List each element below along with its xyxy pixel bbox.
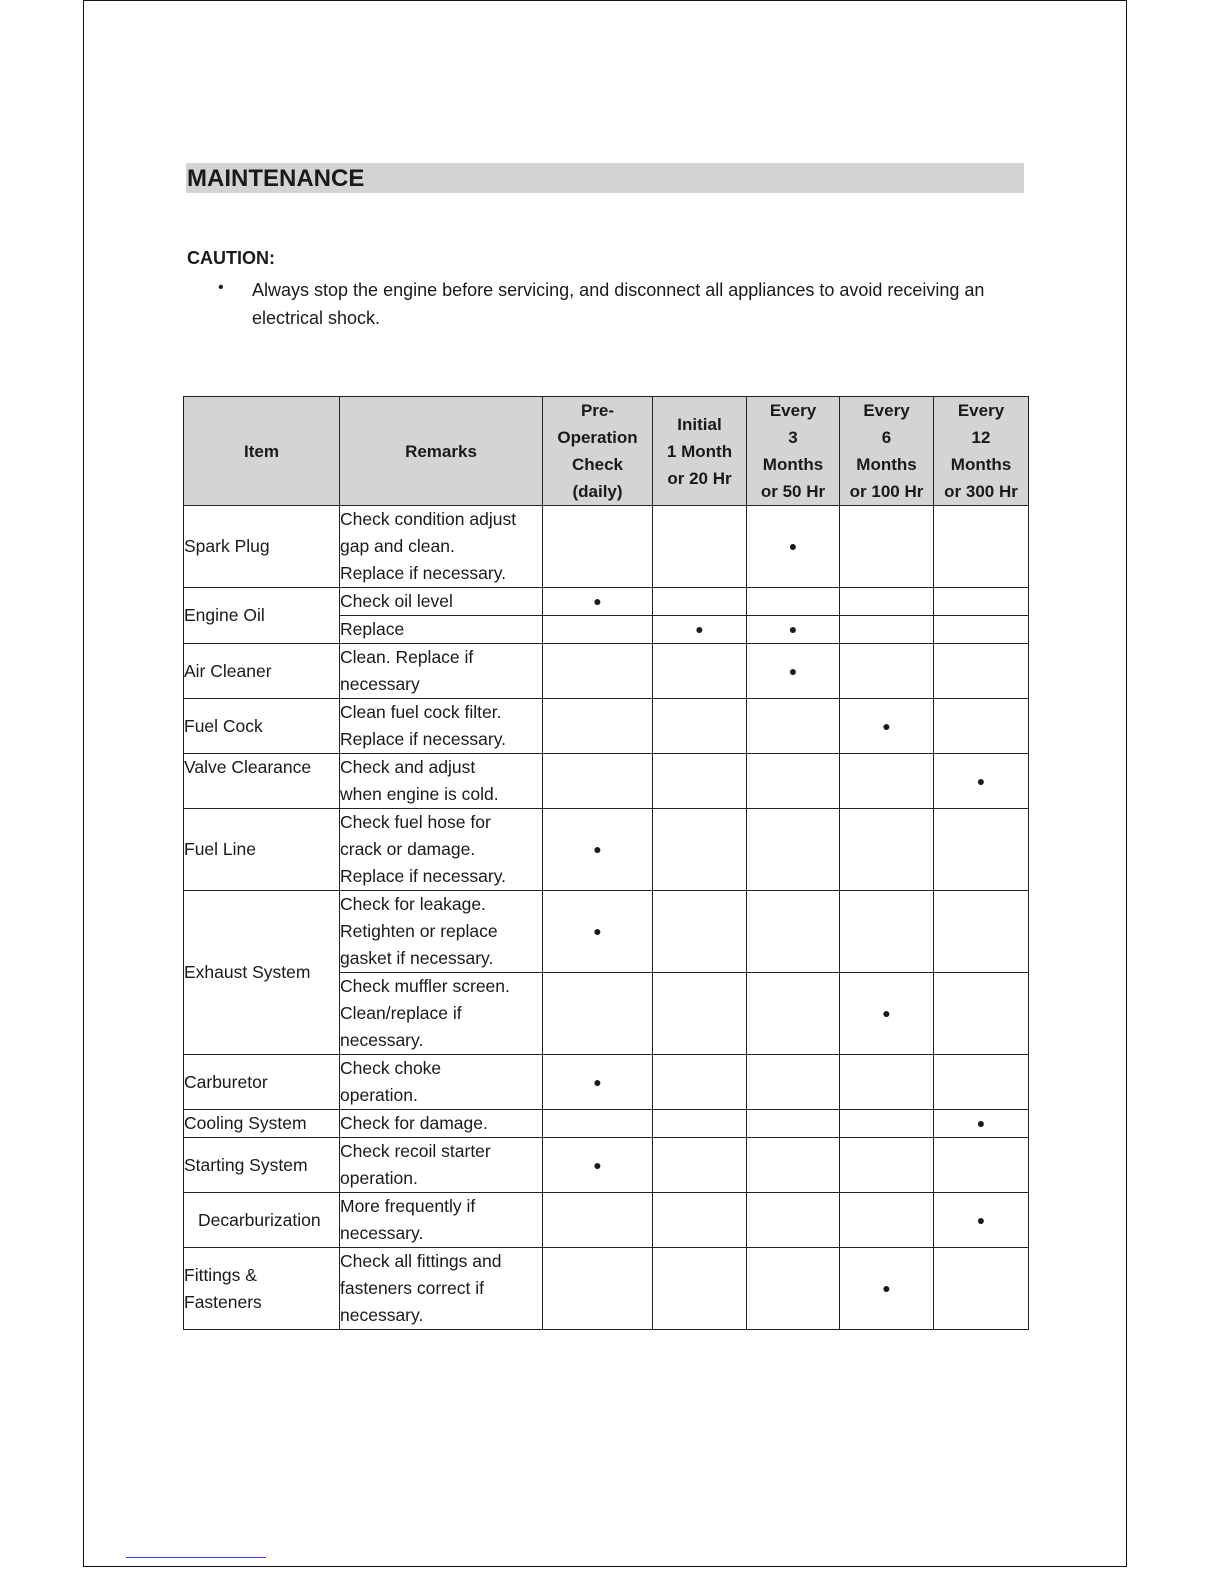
mark-cell <box>840 809 934 891</box>
remarks-cell: Check choke operation. <box>340 1055 543 1110</box>
mark-cell <box>934 506 1029 588</box>
table-row <box>184 1193 1029 1248</box>
header-item: Item <box>184 397 340 506</box>
remarks-cell: Replace <box>340 616 543 644</box>
mark-cell: ● <box>934 1193 1029 1248</box>
mark-cell <box>653 891 747 973</box>
table-row <box>184 1055 1029 1110</box>
mark-cell <box>934 616 1029 644</box>
header-pre-operation: Pre- Operation Check (daily) <box>543 397 653 506</box>
table-header-row <box>184 397 1029 506</box>
mark-cell <box>747 891 840 973</box>
item-cell: Valve Clearance <box>184 754 340 809</box>
mark-cell: ● <box>747 644 840 699</box>
mark-cell <box>840 1193 934 1248</box>
mark-cell <box>653 754 747 809</box>
mark-cell: ● <box>934 1110 1029 1138</box>
item-cell: Cooling System <box>184 1110 340 1138</box>
mark-cell <box>840 754 934 809</box>
remarks-cell: Check for leakage. Retighten or replace gasket if necessary. <box>340 891 543 973</box>
maintenance-table <box>183 396 1029 1330</box>
remarks-cell: Check and adjust when engine is cold. <box>340 754 543 809</box>
mark-cell <box>840 1110 934 1138</box>
table-row <box>184 1138 1029 1193</box>
mark-cell <box>653 588 747 616</box>
remarks-cell: Clean. Replace if necessary <box>340 644 543 699</box>
mark-cell <box>653 699 747 754</box>
item-cell: Engine Oil <box>184 588 340 644</box>
mark-cell <box>653 1193 747 1248</box>
mark-cell <box>840 506 934 588</box>
item-cell: Fuel Cock <box>184 699 340 754</box>
remarks-cell: Check for damage. <box>340 1110 543 1138</box>
mark-cell <box>747 1110 840 1138</box>
mark-cell <box>840 644 934 699</box>
mark-cell <box>747 1055 840 1110</box>
remarks-cell: Check oil level <box>340 588 543 616</box>
remarks-cell: Check all fittings and fasteners correct if necessary. <box>340 1248 543 1330</box>
mark-cell: ● <box>543 1055 653 1110</box>
mark-cell <box>543 506 653 588</box>
mark-cell <box>934 1055 1029 1110</box>
footnote-separator <box>126 1557 266 1558</box>
item-cell: Spark Plug <box>184 506 340 588</box>
mark-cell <box>747 1138 840 1193</box>
mark-cell: ● <box>653 616 747 644</box>
mark-cell <box>747 588 840 616</box>
mark-cell <box>653 506 747 588</box>
mark-cell: ● <box>934 754 1029 809</box>
mark-cell <box>543 1193 653 1248</box>
mark-cell <box>934 588 1029 616</box>
mark-cell <box>653 1055 747 1110</box>
table-row <box>184 809 1029 891</box>
mark-cell: ● <box>543 891 653 973</box>
table-row <box>184 506 1029 588</box>
mark-cell <box>934 1138 1029 1193</box>
remarks-cell: Check muffler screen. Clean/replace if necessary. <box>340 973 543 1055</box>
header-initial: Initial 1 Month or 20 Hr <box>653 397 747 506</box>
bullet-icon: • <box>218 279 224 296</box>
table-row <box>184 699 1029 754</box>
remarks-cell: Check condition adjust gap and clean. Replace if necessary. <box>340 506 543 588</box>
mark-cell <box>934 809 1029 891</box>
table-row <box>184 754 1029 809</box>
mark-cell <box>840 1055 934 1110</box>
item-cell: Exhaust System <box>184 891 340 1055</box>
mark-cell <box>653 809 747 891</box>
mark-cell <box>840 1138 934 1193</box>
mark-cell <box>934 973 1029 1055</box>
mark-cell <box>653 973 747 1055</box>
item-cell: Air Cleaner <box>184 644 340 699</box>
mark-cell <box>840 588 934 616</box>
table-row <box>184 891 1029 973</box>
remarks-cell: Clean fuel cock filter. Replace if necessary. <box>340 699 543 754</box>
mark-cell: ● <box>543 809 653 891</box>
header-every-6-months: Every 6 Months or 100 Hr <box>840 397 934 506</box>
mark-cell <box>747 809 840 891</box>
item-cell: Carburetor <box>184 1055 340 1110</box>
table-row <box>184 1248 1029 1330</box>
caution-text: Always stop the engine before servicing, and disconnect all appliances to avoid receiving an electrical shock. <box>252 280 985 328</box>
mark-cell: ● <box>840 973 934 1055</box>
table-row <box>184 588 1029 616</box>
mark-cell <box>653 1138 747 1193</box>
mark-cell <box>543 1248 653 1330</box>
mark-cell <box>747 1248 840 1330</box>
mark-cell <box>543 616 653 644</box>
mark-cell <box>653 1110 747 1138</box>
mark-cell <box>543 1110 653 1138</box>
table-row <box>184 644 1029 699</box>
caution-label: CAUTION: <box>187 248 275 268</box>
mark-cell <box>934 1248 1029 1330</box>
item-cell: Decarburization <box>184 1193 340 1248</box>
mark-cell <box>543 644 653 699</box>
mark-cell: ● <box>543 1138 653 1193</box>
mark-cell <box>543 699 653 754</box>
header-remarks: Remarks <box>340 397 543 506</box>
table-row <box>184 1110 1029 1138</box>
mark-cell <box>747 754 840 809</box>
mark-cell <box>840 616 934 644</box>
mark-cell <box>653 1248 747 1330</box>
mark-cell: ● <box>543 588 653 616</box>
mark-cell: ● <box>747 506 840 588</box>
mark-cell <box>747 699 840 754</box>
mark-cell: ● <box>840 699 934 754</box>
item-cell: Fuel Line <box>184 809 340 891</box>
mark-cell <box>934 644 1029 699</box>
remarks-cell: More frequently if necessary. <box>340 1193 543 1248</box>
header-every-12-months: Every 12 Months or 300 Hr <box>934 397 1029 506</box>
mark-cell <box>543 973 653 1055</box>
mark-cell <box>653 644 747 699</box>
mark-cell: ● <box>747 616 840 644</box>
mark-cell <box>934 699 1029 754</box>
remarks-cell: Check recoil starter operation. <box>340 1138 543 1193</box>
mark-cell <box>934 891 1029 973</box>
mark-cell <box>840 891 934 973</box>
mark-cell <box>747 973 840 1055</box>
remarks-cell: Check fuel hose for crack or damage. Replace if necessary. <box>340 809 543 891</box>
mark-cell <box>543 754 653 809</box>
mark-cell <box>747 1193 840 1248</box>
section-title: MAINTENANCE <box>187 165 365 192</box>
header-every-3-months: Every 3 Months or 50 Hr <box>747 397 840 506</box>
item-cell: Starting System <box>184 1138 340 1193</box>
mark-cell: ● <box>840 1248 934 1330</box>
item-cell: Fittings & Fasteners <box>184 1248 340 1330</box>
